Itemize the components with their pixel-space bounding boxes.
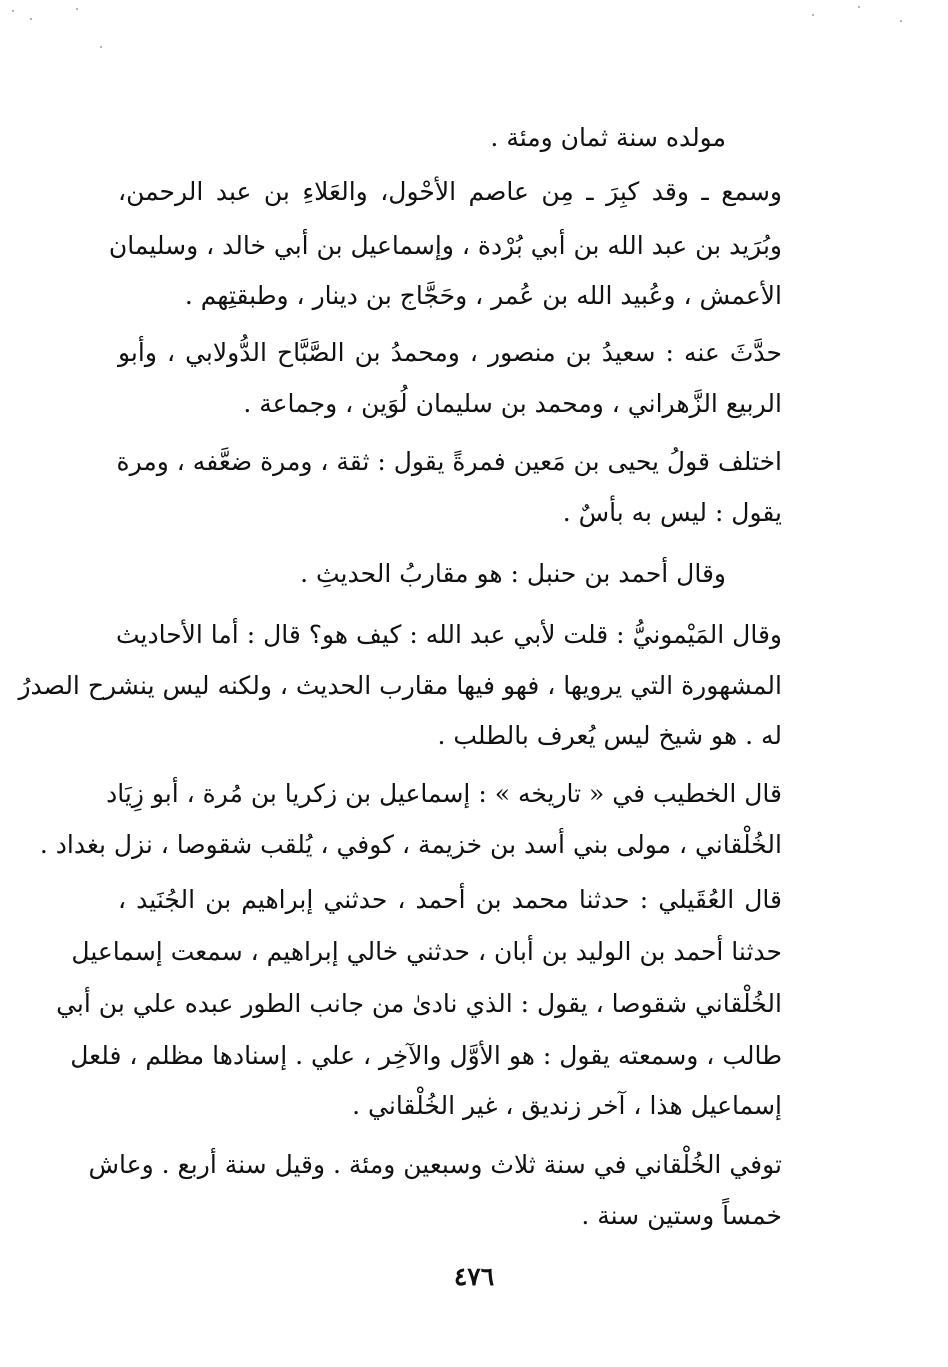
paragraph-line: حدَّثَ عنه : سعيدُ بن منصور ، ومحمدُ بن الصَّبَّاح الدُّولابي ، وأبو <box>118 338 782 367</box>
paragraph-line: مولده سنة ثمان ومئة . <box>490 123 726 152</box>
scan-speck <box>76 8 78 10</box>
paragraph-line: خمساً وستين سنة . <box>581 1201 782 1230</box>
scan-speck <box>100 46 102 48</box>
paragraph-line: الخُلْقاني شقوصا ، يقول : الذي نادىٰ من جانب الطور عبده علي بن أبي <box>56 989 782 1018</box>
paragraph-line: اختلف قولُ يحيى بن مَعين فمرةً يقول : ثقة ، ومرة ضعَّفه ، ومرة <box>116 447 782 476</box>
paragraph-line: الخُلْقاني ، مولى بني أسد بن خزيمة ، كوفي ، يُلقب شقوصا ، نزل بغداد . <box>39 830 782 859</box>
scan-speck <box>30 18 32 20</box>
scan-speck <box>812 14 814 16</box>
paragraph-line: له . هو شيخ ليس يُعرف بالطلب . <box>437 721 782 750</box>
paragraph-line: قال العُقَيلي : حدثنا محمد بن أحمد ، حدثني إبراهيم بن الجُنَيد ، <box>118 885 782 914</box>
paragraph-line: قال الخطيب في « تاريخه » : إسماعيل بن زكريا بن مُرة ، أبو زِيَاد <box>106 779 782 808</box>
scan-speck <box>12 10 14 12</box>
paragraph-line: يقول : ليس به بأسٌ . <box>562 498 782 527</box>
scan-speck <box>900 20 902 22</box>
paragraph-line: وسمع ـ وقد كبِرَ ـ مِن عاصم الأحْول، والعَلاءِ بن عبد الرحمن، <box>118 177 782 206</box>
paragraph-line: الربيع الزَّهراني ، ومحمد بن سليمان لُوَين ، وجماعة . <box>243 389 782 418</box>
paragraph-line: وبُرَيد بن عبد الله بن أبي بُرْدة ، وإسماعيل بن أبي خالد ، وسليمان <box>108 231 782 260</box>
paragraph-line: حدثنا أحمد بن الوليد بن أبان ، حدثني خالي إبراهيم ، سمعت إسماعيل <box>71 937 782 966</box>
paragraph-line: المشهورة التي يرويها ، فهو فيها مقارب الحديث ، ولكنه ليس ينشرح الصدرُ <box>18 671 782 700</box>
paragraph-line: إسماعيل هذا ، آخر زنديق ، غير الخُلْقاني . <box>352 1091 782 1120</box>
paragraph-line: وقال أحمد بن حنبل : هو مقاربُ الحديثِ . <box>300 559 726 588</box>
paragraph-line: توفي الخُلْقاني في سنة ثلاث وسبعين ومئة . وقيل سنة أربع . وعاش <box>88 1150 782 1179</box>
page-number: ٤٧٦ <box>453 1262 495 1291</box>
scan-speck <box>858 6 860 8</box>
paragraph-line: الأعمش ، وعُبيد الله بن عُمر ، وحَجَّاج بن دينار ، وطبقتِهم . <box>184 281 782 310</box>
paragraph-line: وقال المَيْمونيُّ : قلت لأبي عبد الله : كيف هو؟ قال : أما الأحاديث <box>115 620 782 649</box>
paragraph-line: طالب ، وسمعته يقول : هو الأوَّل والآخِر ، علي . إسنادها مظلم ، فلعل <box>70 1041 782 1070</box>
